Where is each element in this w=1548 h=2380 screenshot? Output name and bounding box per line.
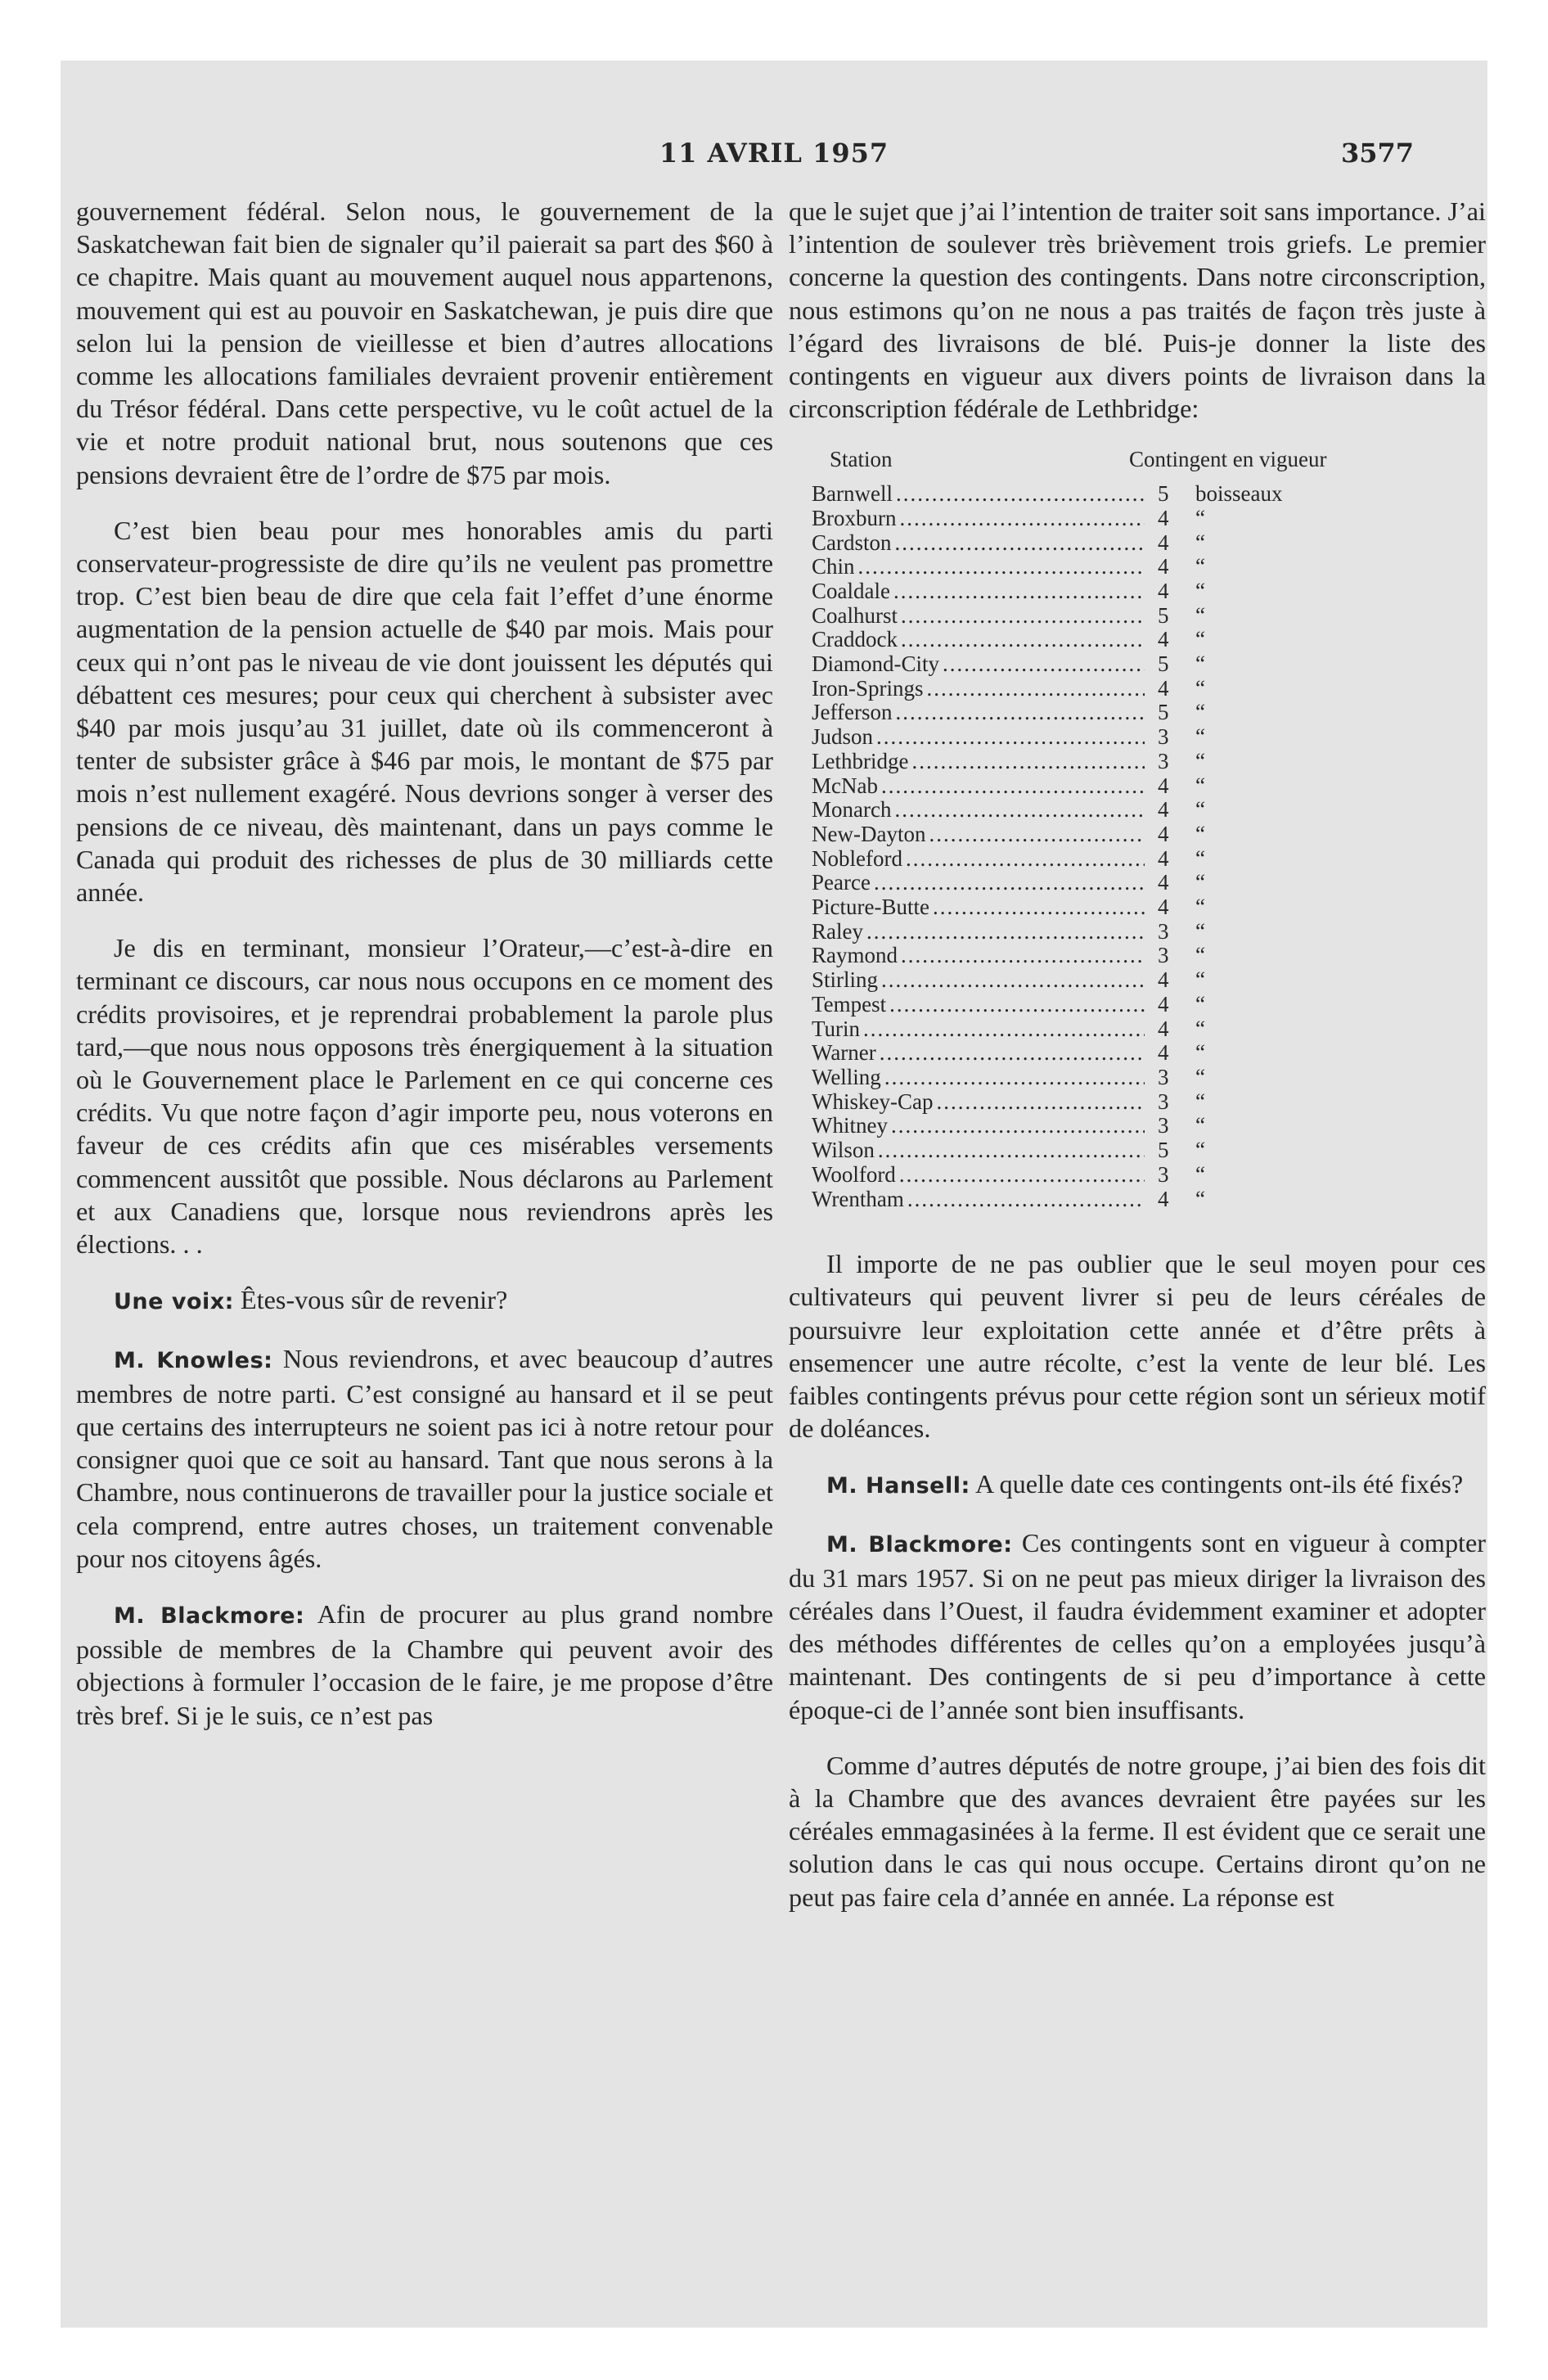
- leader-dots: [893, 579, 1145, 604]
- table-row: [789, 725, 1486, 750]
- table-row: [789, 507, 1486, 531]
- table-row: [789, 604, 1486, 629]
- speech-paragraph: [76, 1283, 773, 1318]
- contingent-value: 3: [1158, 1089, 1169, 1114]
- leader-dots: [927, 677, 1145, 701]
- contingent-unit: “: [1195, 724, 1205, 750]
- station-cell: [789, 531, 1145, 556]
- leader-dots: [936, 1090, 1145, 1115]
- table-row: [789, 482, 1486, 507]
- contingent-unit: “: [1195, 554, 1205, 579]
- speech-paragraph: [789, 1526, 1486, 1726]
- leader-dots: [899, 1163, 1145, 1188]
- contingent-value: 4: [1158, 578, 1169, 603]
- table-row: [789, 701, 1486, 725]
- speaker-name: M. Hansell:: [826, 1473, 970, 1499]
- station-cell: [789, 507, 1145, 531]
- station-name: Whitney: [812, 1113, 888, 1138]
- leader-dots: [889, 993, 1145, 1017]
- station-name: Pearce: [812, 870, 871, 895]
- leader-dots: [929, 823, 1145, 847]
- contingent-unit: “: [1195, 773, 1205, 798]
- leader-dots: [894, 798, 1145, 823]
- table-row: [789, 555, 1486, 579]
- table-row: [789, 628, 1486, 652]
- station-name: Judson: [812, 724, 874, 750]
- contingent-value: 4: [1158, 505, 1169, 530]
- contingent-value: 3: [1158, 918, 1169, 944]
- station-name: New-Dayton: [812, 821, 926, 846]
- leader-dots: [876, 725, 1145, 750]
- contingent-unit: “: [1195, 967, 1205, 993]
- station-name: Woolford: [812, 1161, 896, 1187]
- contingent-unit: “: [1195, 602, 1205, 628]
- speech-text: Afin de procurer au plus grand nombre possible de membres de la Chambre qui peuvent avoir des objections à formuler l’occasion de le faire, je me propose d’être très bref. Si je le suis, ce n’est pas: [76, 1598, 773, 1730]
- table-row: [789, 531, 1486, 556]
- contingent-unit: “: [1195, 895, 1205, 920]
- contingent-value: 3: [1158, 943, 1169, 968]
- station-cell: [789, 944, 1145, 968]
- paragraph: gouvernement fédéral. Selon nous, le gouvernement de la Saskatchewan fait bien de signaler qu’il paierait sa part des $60 à ce chapitre. Mais quant au mouvement auquel nous appartenons, mouvement qui est au pouvoir en Saskatchewan, je puis dire que selon lui la pension de vieillesse et bien d’autres allocations comme les allocations familiales devraient provenir entièrement du Trésor fédéral. Dans cette perspective, vu le coût actuel de la vie et notre produit national brut, nous soutenons que ces pensions devraient être de l’ordre de $75 par mois.: [76, 196, 773, 489]
- paragraph: C’est bien beau pour mes honorables amis du parti conservateur-progressiste de dire qu’ils ne veulent pas promettre trop. C’est bien beau de dire que cela fait l’effet d’une énorme augmentation de la pension actuelle de $40 par mois. Mais pour ceux qui n’ont pas le niveau de vie dont jouissent les députés qui débattent ces mesures; pour ceux qui cherchent à subsister avec $40 par mois jusqu’au 31 juillet, date où ils commenceront à tenter de subsister grâce à $46 par mois, le montant de $75 par mois n’est nullement exagéré. Nous devrions songer à verser des pensions de ce niveau, dès maintenant, dans un pays comme le Canada qui produit des richesses de plus de 30 milliards cette année.: [76, 515, 773, 908]
- contingent-unit: “: [1195, 651, 1205, 677]
- station-name: Coalhurst: [812, 602, 898, 628]
- table-row: [789, 944, 1486, 968]
- station-cell: [789, 604, 1145, 629]
- station-cell: [789, 1090, 1145, 1115]
- station-cell: [789, 701, 1145, 725]
- contingent-value: 3: [1158, 724, 1169, 750]
- contingent-value: 4: [1158, 627, 1169, 652]
- table-row: [789, 652, 1486, 677]
- contingent-unit: “: [1195, 1089, 1205, 1114]
- station-name: Warner: [812, 1040, 876, 1066]
- contingent-value: 4: [1158, 554, 1169, 579]
- contingent-unit: “: [1195, 1016, 1205, 1041]
- contingent-unit: “: [1195, 1040, 1205, 1066]
- leader-dots: [891, 1114, 1145, 1138]
- table-row: [789, 968, 1486, 993]
- station-name: Jefferson: [812, 700, 893, 725]
- contingent-unit: “: [1195, 748, 1205, 773]
- table-row: [789, 798, 1486, 823]
- leader-dots: [911, 750, 1145, 774]
- station-cell: [789, 482, 1145, 507]
- station-name: Welling: [812, 1065, 881, 1089]
- table-row: [789, 579, 1486, 604]
- contingent-value: 4: [1158, 967, 1169, 993]
- station-cell: [789, 823, 1145, 847]
- table-row: [789, 1090, 1486, 1115]
- station-name: McNab: [812, 773, 878, 798]
- contingent-unit: “: [1195, 845, 1205, 871]
- leader-dots: [901, 604, 1145, 629]
- speaker-name: Une voix:: [114, 1289, 234, 1315]
- speaker-name: M. Knowles:: [114, 1347, 273, 1373]
- page-header: [0, 137, 1548, 174]
- contingent-value: 4: [1158, 1186, 1169, 1211]
- leader-dots: [895, 531, 1145, 556]
- contingent-unit: “: [1195, 797, 1205, 823]
- speech-text: Êtes-vous sûr de revenir?: [233, 1285, 508, 1315]
- contingent-value: 5: [1158, 651, 1169, 677]
- station-cell: [789, 1138, 1145, 1163]
- contingent-value: 5: [1158, 1138, 1169, 1163]
- table-row: [789, 1066, 1486, 1090]
- contingent-unit: boisseaux: [1195, 481, 1283, 507]
- contingent-value: 4: [1158, 845, 1169, 871]
- paragraph: Il importe de ne pas oublier que le seul moyen pour ces cultivateurs qui peuvent livrer si peu de leurs céréales de poursuivre leur exploitation cette année et d’être prêts à ensemencer une autre récolte, c’est la vente de leur blé. Les faibles contingents prévus pour cette région sont un sérieux motif de doléances.: [789, 1249, 1486, 1444]
- station-name: Coaldale: [812, 578, 890, 603]
- contingent-value: 4: [1158, 797, 1169, 823]
- table-header-contingent: Contingent en vigueur: [1129, 447, 1327, 472]
- station-cell: [789, 1066, 1145, 1090]
- table-row: [789, 895, 1486, 920]
- station-name: Turin: [812, 1016, 861, 1041]
- contingent-table: [789, 448, 1486, 1211]
- contingent-unit: “: [1195, 627, 1205, 652]
- leader-dots: [943, 652, 1145, 677]
- page-number: 3577: [1340, 137, 1414, 169]
- station-name: Nobleford: [812, 845, 902, 871]
- table-row: [789, 1138, 1486, 1163]
- right-column: [789, 195, 1486, 1936]
- page-date-title: 11 AVRIL 1957: [659, 137, 889, 169]
- leader-dots: [933, 895, 1145, 920]
- speech-paragraph: [789, 1467, 1486, 1503]
- speaker-name: M. Blackmore:: [826, 1531, 1013, 1557]
- contingent-unit: “: [1195, 918, 1205, 944]
- table-row: [789, 1114, 1486, 1138]
- table-row: [789, 750, 1486, 774]
- station-cell: [789, 579, 1145, 604]
- contingent-value: 3: [1158, 1113, 1169, 1138]
- contingent-value: 4: [1158, 773, 1169, 798]
- paragraph: Comme d’autres députés de notre groupe, j’ai bien des fois dit à la Chambre que des avances devraient être payées sur les céréales emmagasinées à la ferme. Il est évident que ce serait une solution dans le cas qui nous occupe. Certains diront qu’on ne peut pas faire cela d’année en année. La réponse est: [789, 1750, 1486, 1912]
- station-cell: [789, 920, 1145, 944]
- station-name: Iron-Springs: [812, 675, 924, 701]
- contingent-value: 3: [1158, 1065, 1169, 1089]
- contingent-unit: “: [1195, 1161, 1205, 1187]
- contingent-value: 4: [1158, 895, 1169, 920]
- leader-dots: [907, 1188, 1145, 1212]
- station-name: Diamond-City: [812, 651, 939, 677]
- table-row: [789, 1188, 1486, 1212]
- table-row: [789, 993, 1486, 1017]
- station-name: Stirling: [812, 967, 879, 993]
- paragraph: Je dis en terminant, monsieur l’Orateur,—c’est-à-dire en terminant ce discours, car nous nous occupons en ce moment des crédits provisoires, et je reprendrai probablement la parole plus tard,—que nous nous opposons très énergiquement à la situation où le Gouvernement place le Parlement en ce qui concerne ces crédits. Vu que notre façon d’agir importe peu, nous voterons en faveur de ces crédits afin que ces misérables versements commencent aussitôt que possible. Nous déclarons au Parlement et aux Canadiens que, lorsque nous reviendrons après les élections. . .: [76, 933, 773, 1260]
- station-cell: [789, 555, 1145, 579]
- leader-dots: [881, 774, 1145, 799]
- contingent-value: 4: [1158, 1016, 1169, 1041]
- contingent-unit: “: [1195, 943, 1205, 968]
- contingent-value: 5: [1158, 481, 1169, 507]
- contingent-unit: “: [1195, 700, 1205, 725]
- station-cell: [789, 871, 1145, 895]
- station-name: Cardston: [812, 530, 892, 555]
- contingent-value: 5: [1158, 700, 1169, 725]
- speech-text: Nous reviendrons, et avec beaucoup d’autres membres de notre parti. C’est consigné au hansard et il se peut que certains des interrupteurs ne soient pas ici à notre retour pour consigner quoi que ce soit au hansard. Tant que nous serons à la Chambre, nous continuerons de travailler pour la justice sociale et cela comprend, entre autres choses, un traitement convenable pour nos citoyens âgés.: [76, 1343, 773, 1573]
- contingent-value: 4: [1158, 675, 1169, 701]
- contingent-unit: “: [1195, 578, 1205, 603]
- station-name: Monarch: [812, 797, 892, 823]
- contingent-value: 4: [1158, 870, 1169, 895]
- contingent-value: 4: [1158, 821, 1169, 846]
- table-row: [789, 774, 1486, 799]
- table-row: [789, 823, 1486, 847]
- station-name: Broxburn: [812, 505, 897, 530]
- station-cell: [789, 774, 1145, 799]
- table-row: [789, 871, 1486, 895]
- leader-dots: [900, 507, 1145, 531]
- table-body: [789, 482, 1486, 1211]
- table-row: [789, 920, 1486, 944]
- station-cell: [789, 652, 1145, 677]
- station-name: Raymond: [812, 943, 898, 968]
- table-row: [789, 1163, 1486, 1188]
- leader-dots: [884, 1066, 1145, 1090]
- station-cell: [789, 993, 1145, 1017]
- contingent-unit: “: [1195, 505, 1205, 530]
- contingent-unit: “: [1195, 530, 1205, 555]
- speech-paragraph: [76, 1342, 773, 1575]
- leader-dots: [906, 847, 1145, 872]
- station-cell: [789, 1188, 1145, 1212]
- table-header-station: Station: [830, 447, 893, 472]
- station-name: Barnwell: [812, 481, 893, 507]
- table-row: [789, 1017, 1486, 1042]
- contingent-unit: “: [1195, 991, 1205, 1016]
- contingent-unit: “: [1195, 675, 1205, 701]
- station-name: Tempest: [812, 991, 887, 1016]
- leader-dots: [901, 944, 1145, 968]
- station-name: Craddock: [812, 627, 898, 652]
- leader-dots: [863, 1017, 1145, 1042]
- station-cell: [789, 725, 1145, 750]
- contingent-unit: “: [1195, 1065, 1205, 1089]
- contingent-unit: “: [1195, 821, 1205, 846]
- leader-dots: [881, 968, 1145, 993]
- contingent-value: 4: [1158, 530, 1169, 555]
- contingent-unit: “: [1195, 1113, 1205, 1138]
- leader-dots: [878, 1138, 1145, 1163]
- station-cell: [789, 798, 1145, 823]
- station-cell: [789, 847, 1145, 872]
- contingent-unit: “: [1195, 870, 1205, 895]
- contingent-value: 4: [1158, 1040, 1169, 1066]
- leader-dots: [874, 871, 1145, 895]
- leader-dots: [895, 701, 1145, 725]
- leader-dots: [896, 482, 1145, 507]
- station-name: Lethbridge: [812, 748, 909, 773]
- station-name: Chin: [812, 554, 855, 579]
- station-cell: [789, 1017, 1145, 1042]
- station-name: Wrentham: [812, 1186, 904, 1211]
- leader-dots: [866, 920, 1145, 944]
- contingent-value: 5: [1158, 602, 1169, 628]
- station-cell: [789, 1041, 1145, 1066]
- station-cell: [789, 1114, 1145, 1138]
- speech-text: Ces contingents sont en vigueur à compter du 31 mars 1957. Si on ne peut pas mieux diriger la livraison des céréales dans l’Ouest, il faudra évidemment examiner et adopter des méthodes différentes de celles qu’on a employées jusqu’à maintenant. Des contingents de si peu d’importance à cette époque-ci de l’année sont bien insuffisants.: [789, 1527, 1487, 1724]
- station-name: Picture-Butte: [812, 895, 929, 920]
- speech-paragraph: [76, 1598, 773, 1732]
- station-cell: [789, 968, 1145, 993]
- left-column: [76, 195, 773, 1755]
- table-header: [789, 448, 1486, 472]
- table-row: [789, 1041, 1486, 1066]
- leader-dots: [880, 1041, 1145, 1066]
- contingent-unit: “: [1195, 1138, 1205, 1163]
- contingent-value: 3: [1158, 748, 1169, 773]
- station-cell: [789, 1163, 1145, 1188]
- speech-text: A quelle date ces contingents ont-ils été fixés?: [970, 1469, 1464, 1499]
- station-name: Wilson: [812, 1138, 875, 1163]
- station-cell: [789, 628, 1145, 652]
- table-row: [789, 847, 1486, 872]
- station-cell: [789, 677, 1145, 701]
- leader-dots: [901, 628, 1145, 652]
- leader-dots: [858, 555, 1145, 579]
- station-cell: [789, 895, 1145, 920]
- paragraph: que le sujet que j’ai l’intention de traiter soit sans importance. J’ai l’intention de soulever très brièvement trois griefs. Le premier concerne la question des contingents. Dans notre circonscription, nous estimons qu’on ne nous a pas traités de façon très juste à l’égard des livraisons de blé. Puis-je donner la liste des contingents en vigueur aux divers points de livraison dans la circonscription fédérale de Lethbridge:: [789, 196, 1486, 424]
- station-name: Raley: [812, 918, 863, 944]
- contingent-value: 3: [1158, 1161, 1169, 1187]
- contingent-value: 4: [1158, 991, 1169, 1016]
- contingent-unit: “: [1195, 1186, 1205, 1211]
- speaker-name: M. Blackmore:: [114, 1602, 305, 1629]
- station-cell: [789, 750, 1145, 774]
- table-row: [789, 677, 1486, 701]
- station-name: Whiskey-Cap: [812, 1089, 934, 1114]
